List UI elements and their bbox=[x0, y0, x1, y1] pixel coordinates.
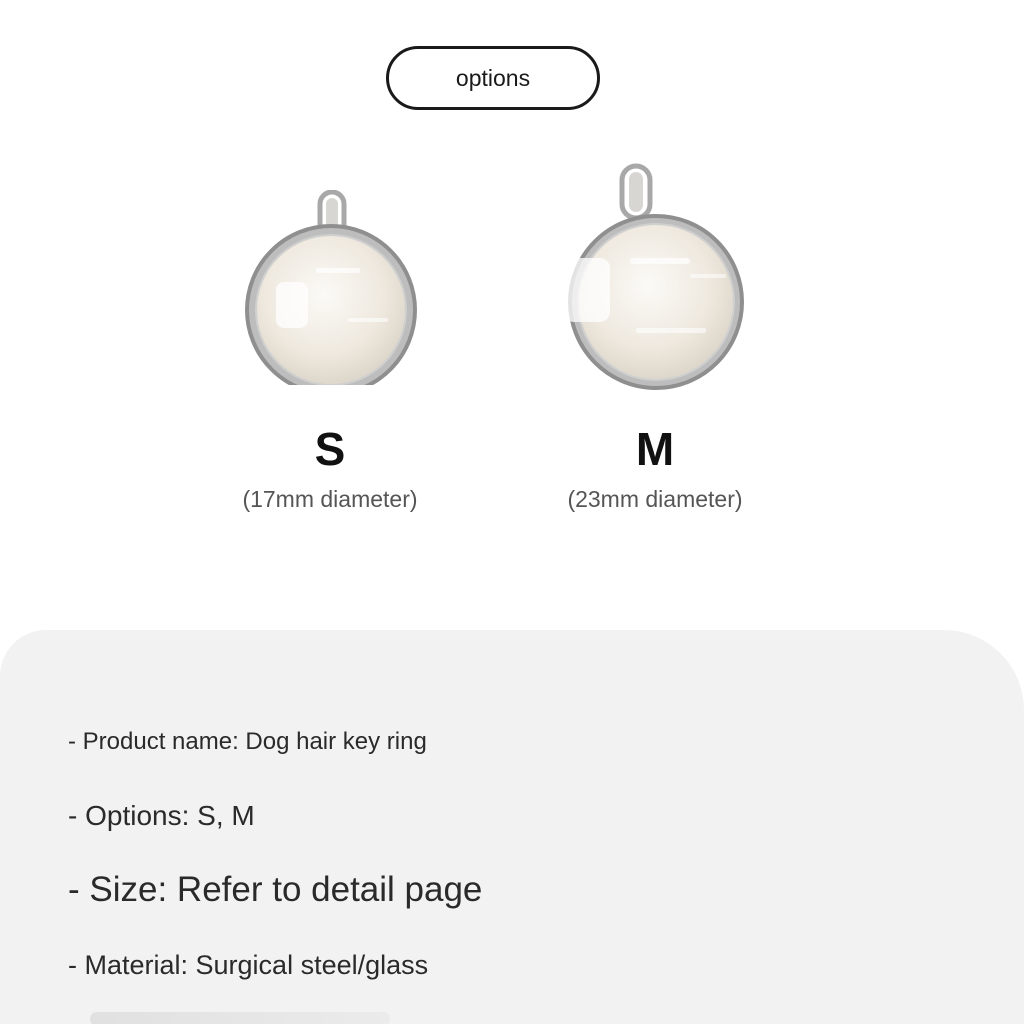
options-button-label: options bbox=[455, 64, 531, 91]
options-button[interactable] bbox=[386, 46, 600, 110]
size-description-m: (23mm diameter) bbox=[567, 486, 743, 512]
options-line: - Options: S, M bbox=[68, 800, 255, 831]
pendant-small-image bbox=[236, 190, 426, 385]
size-label-s: S bbox=[314, 423, 346, 475]
cutoff-line-placeholder bbox=[90, 1012, 390, 1024]
product-name-line: - Product name: Dog hair key ring bbox=[68, 728, 427, 755]
pendant-small-graphic bbox=[236, 190, 426, 385]
size-line: - Size: Refer to detail page bbox=[68, 870, 483, 909]
size-label-m: M bbox=[635, 423, 675, 475]
material-line: - Material: Surgical steel/glass bbox=[68, 950, 429, 980]
pendant-medium-graphic bbox=[540, 162, 772, 394]
pendant-medium-image bbox=[540, 162, 772, 394]
size-description-s: (17mm diameter) bbox=[242, 486, 418, 512]
